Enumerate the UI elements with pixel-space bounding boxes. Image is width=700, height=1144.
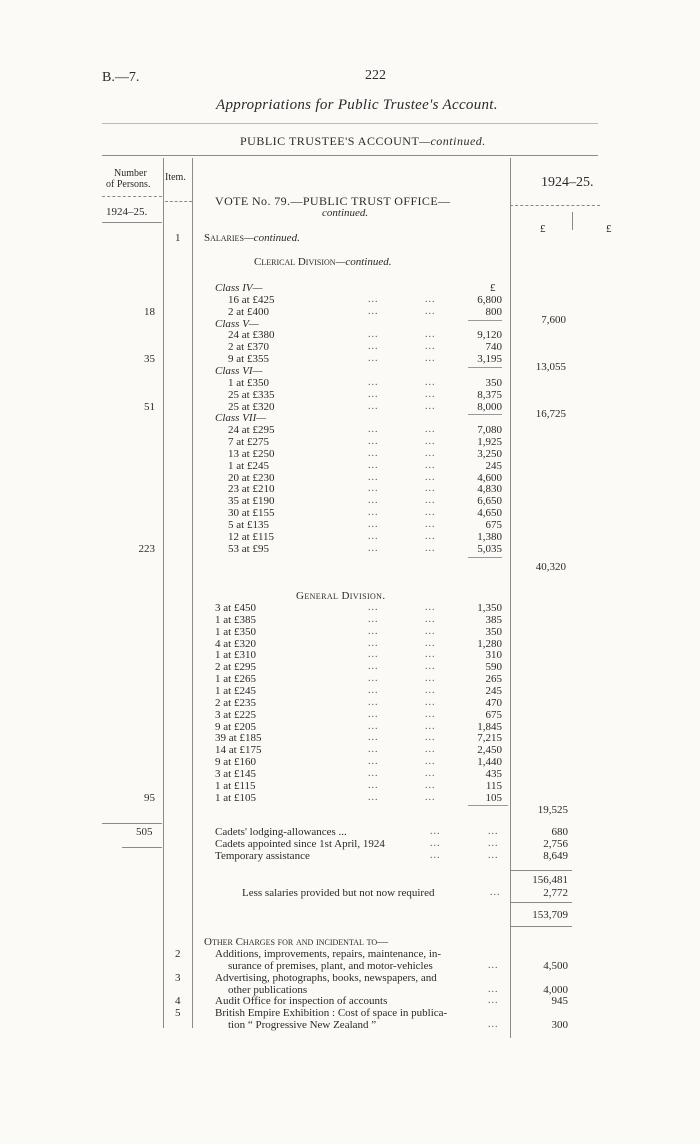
dot-leader: ... <box>425 507 436 519</box>
less-salaries-value: 2,772 <box>543 887 568 899</box>
charge-amount: 300 <box>551 1019 568 1032</box>
rate-amount: 105 <box>485 791 502 804</box>
rate-amount: 470 <box>485 696 502 709</box>
rate-description: 1 at £115 <box>215 779 256 792</box>
dot-leader: ... <box>430 826 441 837</box>
charge-description: surance of premises, plant, and motor-vehicles <box>228 959 433 972</box>
charge-description: British Empire Exhibition : Cost of space in publica- <box>215 1007 448 1020</box>
year-header-left: 1924–25. <box>106 206 148 218</box>
salaries-heading <box>204 232 300 244</box>
class-persons-count: 223 <box>138 542 155 555</box>
item-column-rule <box>192 158 193 1028</box>
dot-leader: ... <box>368 684 379 696</box>
dot-leader: ... <box>368 329 379 341</box>
rate-amount: 2,450 <box>477 744 502 757</box>
class-total: 40,320 <box>535 560 566 573</box>
table-top-rule <box>102 155 598 156</box>
dot-leader: ... <box>425 625 436 637</box>
rate-description: 14 at £175 <box>215 744 262 757</box>
charge-description: other publications <box>228 983 308 996</box>
header-rule <box>102 123 598 124</box>
dot-leader: ... <box>425 542 436 554</box>
vote-title: VOTE No. 79.—PUBLIC TRUST OFFICE— <box>215 194 451 208</box>
amount-inner-rule <box>572 212 573 230</box>
rate-amount: 350 <box>485 376 502 389</box>
dot-leader: ... <box>368 673 379 685</box>
extra-description: Temporary assistance <box>215 849 310 862</box>
dot-leader: ... <box>425 756 436 768</box>
dot-leader: ... <box>488 837 499 849</box>
rate-amount: 265 <box>485 673 502 686</box>
class-sum-rule <box>468 557 502 558</box>
net-total-value: 153,709 <box>532 909 568 921</box>
rate-amount: 5,035 <box>477 542 502 555</box>
persons-column-rule <box>163 158 164 1028</box>
dot-leader: ... <box>425 376 436 388</box>
rate-description: 24 at £380 <box>228 329 275 342</box>
dot-leader: ... <box>425 696 436 708</box>
rate-amount: 590 <box>485 661 502 674</box>
dot-leader: ... <box>488 849 499 861</box>
dot-leader: ... <box>425 767 436 779</box>
class-label: Class VI— <box>215 364 263 377</box>
dot-leader: ... <box>425 530 436 542</box>
rate-description: 12 at £115 <box>228 530 275 543</box>
grand-persons-rule <box>102 823 162 824</box>
persons-year-rule <box>102 222 162 223</box>
rate-description: 23 at £210 <box>228 483 275 496</box>
charge-item-number: 5 <box>175 1007 181 1020</box>
dot-leader: ... <box>368 637 379 649</box>
dot-leader: ... <box>425 732 436 744</box>
account-title <box>240 134 486 149</box>
rate-amount: 3,195 <box>477 353 502 366</box>
rate-amount: 7,080 <box>477 424 502 437</box>
class-label: Class VII— <box>215 412 267 425</box>
class-label: Class V— <box>215 317 259 330</box>
dot-leader: ... <box>425 637 436 649</box>
dot-leader: ... <box>368 542 379 554</box>
vote-continued: continued. <box>322 207 369 219</box>
rate-amount: 4,650 <box>477 507 502 520</box>
rate-description: 4 at £320 <box>215 637 256 650</box>
grand-persons-total: 505 <box>136 826 153 838</box>
dot-leader: ... <box>425 329 436 341</box>
charge-item-number: 3 <box>175 971 181 984</box>
dot-leader: ... <box>488 1019 499 1031</box>
rate-description: 9 at £355 <box>228 353 269 366</box>
rate-description: 16 at £425 <box>228 293 275 306</box>
rate-description: 20 at £230 <box>228 471 275 484</box>
rate-amount: 310 <box>485 649 502 662</box>
dot-leader: ... <box>368 779 379 791</box>
dot-leader: ... <box>368 661 379 673</box>
pound-sign-outer: £ <box>606 223 612 235</box>
dot-leader: ... <box>425 673 436 685</box>
dot-leader: ... <box>368 791 379 803</box>
rate-description: 1 at £310 <box>215 649 256 662</box>
dot-leader: ... <box>368 341 379 353</box>
dot-leader: ... <box>368 376 379 388</box>
persons-header-rule <box>102 196 162 197</box>
dot-leader: ... <box>368 305 379 317</box>
rate-description: 3 at £145 <box>215 767 256 780</box>
salaries-continued: —continued. <box>243 232 300 244</box>
page-number: 222 <box>365 68 386 83</box>
dot-leader: ... <box>368 744 379 756</box>
less-salaries-leader: ... <box>490 887 501 898</box>
dot-leader: ... <box>425 649 436 661</box>
rate-amount: 1,440 <box>477 756 502 769</box>
class-sum-rule <box>468 320 502 321</box>
charge-amount: 4,000 <box>543 983 568 996</box>
dot-leader: ... <box>368 293 379 305</box>
item-header-rule <box>165 201 192 202</box>
dot-leader: ... <box>425 613 436 625</box>
class-sum-rule <box>468 367 502 368</box>
rate-amount: 1,280 <box>477 637 502 650</box>
dot-leader: ... <box>425 447 436 459</box>
dot-leader: ... <box>425 602 436 613</box>
grand-persons-under-rule <box>122 847 162 848</box>
charge-item-number: 2 <box>175 948 181 960</box>
dot-leader: ... <box>368 720 379 732</box>
charge-description: Additions, improvements, repairs, maintenance, in- <box>215 948 442 960</box>
other-charges-heading: Other Charges for and incidental to— <box>204 936 389 948</box>
dot-leader: ... <box>425 400 436 412</box>
dot-leader: ... <box>368 424 379 436</box>
rate-amount: 1,925 <box>477 436 502 449</box>
rate-description: 1 at £350 <box>228 376 269 389</box>
rate-amount: 115 <box>485 779 502 792</box>
dot-leader: ... <box>425 720 436 732</box>
rate-amount: 245 <box>485 459 502 472</box>
general-persons-count: 95 <box>144 791 155 804</box>
clerical-heading-continued: —continued. <box>335 256 392 268</box>
charge-amount: 4,500 <box>543 959 568 972</box>
dot-leader: ... <box>368 436 379 448</box>
rate-amount: 1,380 <box>477 530 502 543</box>
general-total: 19,525 <box>537 804 568 817</box>
extra-amount: 8,649 <box>543 849 568 862</box>
dot-leader: ... <box>368 625 379 637</box>
dot-leader: ... <box>488 995 499 1007</box>
charge-description: tion “ Progressive New Zealand ” <box>228 1019 377 1032</box>
net-under-rule <box>510 926 572 927</box>
dot-leader: ... <box>368 483 379 495</box>
dot-leader: ... <box>425 388 436 400</box>
dot-leader: ... <box>368 756 379 768</box>
pound-sign-amount: £ <box>540 223 546 235</box>
document-reference: B.—7. <box>102 70 140 85</box>
dot-leader: ... <box>430 849 441 861</box>
subtotal-value: 156,481 <box>532 874 568 886</box>
rate-description: 13 at £250 <box>228 447 275 460</box>
dot-leader: ... <box>425 436 436 448</box>
rate-amount: 6,650 <box>477 495 502 508</box>
rate-description: 1 at £105 <box>215 791 256 804</box>
amount-column-rule <box>510 158 511 1038</box>
dot-leader: ... <box>368 649 379 661</box>
rate-amount: 8,375 <box>477 388 502 401</box>
class-persons-count: 35 <box>144 353 155 366</box>
class-total: 16,725 <box>535 408 566 421</box>
dot-leader: ... <box>425 684 436 696</box>
dot-leader: ... <box>425 779 436 791</box>
extra-amount: 2,756 <box>543 837 568 850</box>
item-header: Item. <box>165 172 186 183</box>
charge-item-number: 4 <box>175 995 181 1008</box>
dot-leader: ... <box>425 459 436 471</box>
page-title: Appropriations for Public Trustee's Account. <box>216 97 498 113</box>
rate-amount: 245 <box>485 684 502 697</box>
dot-leader: ... <box>425 424 436 436</box>
extra-description: Cadets' lodging-allowances ... <box>215 826 347 838</box>
class-total: 7,600 <box>541 313 566 326</box>
dot-leader: ... <box>425 519 436 530</box>
rate-description: 35 at £190 <box>228 495 275 508</box>
class-sum-rule <box>468 414 502 415</box>
charge-description: Advertising, photographs, books, newspapers, and <box>215 971 437 984</box>
dot-leader: ... <box>368 732 379 744</box>
rate-description: 25 at £335 <box>228 388 275 401</box>
dot-leader: ... <box>425 744 436 756</box>
less-salaries-label: Less salaries provided but not now required <box>242 887 435 899</box>
rate-amount: 675 <box>485 708 502 721</box>
rate-amount: 8,000 <box>477 400 502 413</box>
rate-amount: 385 <box>485 613 502 626</box>
dot-leader: ... <box>368 613 379 625</box>
dot-leader: ... <box>425 293 436 305</box>
general-sum-rule <box>468 805 508 806</box>
rate-description: 7 at £275 <box>228 436 269 449</box>
rate-amount: 350 <box>485 625 502 638</box>
class-label: Class IV— <box>215 282 263 294</box>
rate-amount: 4,600 <box>477 471 502 484</box>
class-persons-count: 51 <box>144 400 155 413</box>
dot-leader: ... <box>368 696 379 708</box>
rate-description: 25 at £320 <box>228 400 275 413</box>
rate-amount: 1,845 <box>477 720 502 733</box>
dot-leader: ... <box>425 791 436 803</box>
rate-amount: 800 <box>485 305 502 318</box>
class-total: 13,055 <box>535 360 566 373</box>
dot-leader: ... <box>368 495 379 507</box>
rate-amount: 4,830 <box>477 483 502 496</box>
extra-amount: 680 <box>551 826 568 838</box>
rate-amount: 9,120 <box>477 329 502 342</box>
rate-amount: 6,800 <box>477 293 502 306</box>
rate-amount: 740 <box>485 341 502 354</box>
dot-leader: ... <box>488 826 499 837</box>
salaries-item-number: 1 <box>175 232 181 244</box>
account-title-text: PUBLIC TRUSTEE'S ACCOUNT <box>240 134 420 148</box>
dot-leader: ... <box>368 353 379 365</box>
dot-leader: ... <box>368 507 379 519</box>
net-rule <box>510 902 572 903</box>
dot-leader: ... <box>368 471 379 483</box>
dot-leader: ... <box>368 447 379 459</box>
dot-leader: ... <box>425 495 436 507</box>
clerical-heading <box>254 256 392 268</box>
dot-leader: ... <box>425 305 436 317</box>
dot-leader: ... <box>368 767 379 779</box>
amount-header-rule <box>510 205 600 206</box>
rate-description: 1 at £385 <box>215 613 256 626</box>
dot-leader: ... <box>368 530 379 542</box>
general-heading: General Division. <box>296 590 386 602</box>
account-title-continued: —continued. <box>419 134 486 148</box>
rate-amount: 3,250 <box>477 447 502 460</box>
dot-leader: ... <box>488 959 499 971</box>
rate-description: 5 at £135 <box>228 519 269 531</box>
rate-description: 2 at £370 <box>228 341 269 354</box>
dot-leader: ... <box>425 471 436 483</box>
subtotal-rule <box>510 870 572 871</box>
year-header-right: 1924–25. <box>541 175 594 190</box>
rate-description: 2 at £400 <box>228 305 269 318</box>
rate-description: 2 at £295 <box>215 661 256 674</box>
rate-description: 30 at £155 <box>228 507 275 520</box>
dot-leader: ... <box>425 341 436 353</box>
rate-amount: 435 <box>485 767 502 780</box>
dot-leader: ... <box>368 708 379 720</box>
dot-leader: ... <box>425 483 436 495</box>
extra-description: Cadets appointed since 1st April, 1924 <box>215 837 385 850</box>
class-persons-count: 18 <box>144 305 155 318</box>
rate-amount: 675 <box>485 519 502 531</box>
salaries-label: Salaries <box>204 232 244 244</box>
dot-leader: ... <box>430 837 441 849</box>
rate-description: 3 at £450 <box>215 602 256 614</box>
rate-description: 1 at £245 <box>215 684 256 697</box>
rate-description: 1 at £350 <box>215 625 256 638</box>
dot-leader: ... <box>368 400 379 412</box>
charge-description: Audit Office for inspection of accounts <box>215 995 388 1008</box>
rate-description: 2 at £235 <box>215 696 256 709</box>
rate-description: 39 at £185 <box>215 732 262 745</box>
charge-amount: 945 <box>551 995 568 1008</box>
rate-description: 9 at £205 <box>215 720 256 733</box>
persons-header-line2: of Persons. <box>106 179 151 190</box>
rate-amount: 7,215 <box>477 732 502 745</box>
rate-description: 24 at £295 <box>228 424 275 437</box>
rate-description: 3 at £225 <box>215 708 256 721</box>
dot-leader: ... <box>368 388 379 400</box>
clerical-pound-sign: £ <box>490 282 496 294</box>
dot-leader: ... <box>488 983 499 995</box>
dot-leader: ... <box>368 459 379 471</box>
persons-header-line1: Number <box>114 168 147 179</box>
rate-description: 1 at £265 <box>215 673 256 686</box>
dot-leader: ... <box>425 708 436 720</box>
rate-amount: 1,350 <box>477 602 502 614</box>
rate-description: 9 at £160 <box>215 756 256 769</box>
clerical-heading-label: Clerical Division <box>254 256 336 268</box>
dot-leader: ... <box>368 602 379 613</box>
rate-description: 53 at £95 <box>228 542 269 555</box>
rate-description: 1 at £245 <box>228 459 269 472</box>
dot-leader: ... <box>425 353 436 365</box>
dot-leader: ... <box>425 661 436 673</box>
dot-leader: ... <box>368 519 379 530</box>
